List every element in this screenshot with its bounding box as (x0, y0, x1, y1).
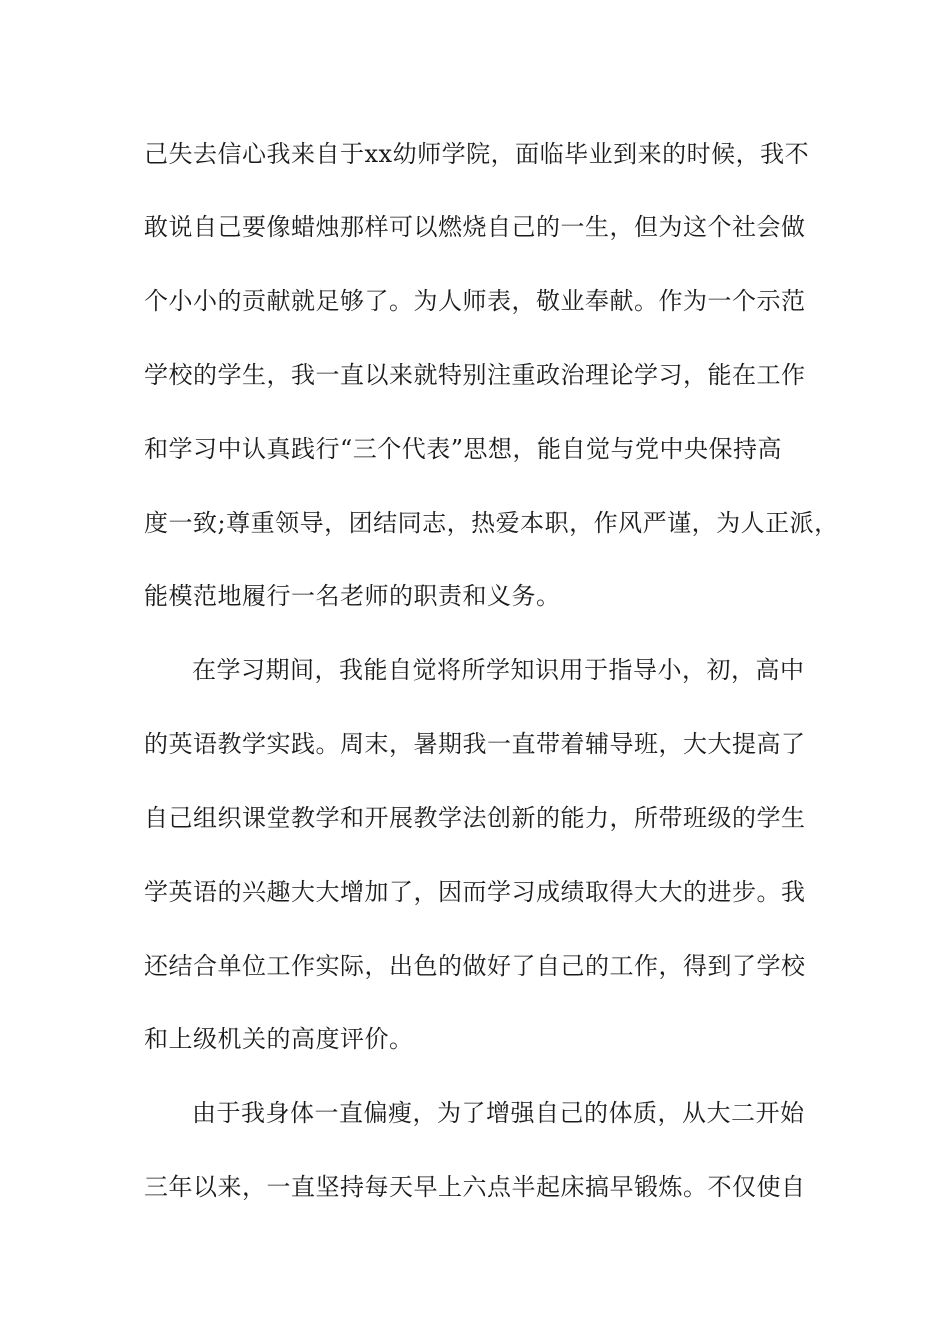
text-line: 三年以来，一直坚持每天早上六点半起床搞早锻炼。不仅使自 (144, 1173, 806, 1201)
text-line: 学校的学生，我一直以来就特别注重政治理论学习，能在工作 (144, 361, 806, 389)
text-line: 个小小的贡献就足够了。为人师表，敬业奉献。作为一个示范 (144, 287, 806, 315)
paragraph-first-line: 在学习期间，我能自觉将所学知识用于指导小，初，高中 (192, 656, 805, 684)
text-line: 还结合单位工作实际，出色的做好了自己的工作，得到了学校 (144, 952, 806, 980)
text-line: 能模范地履行一名老师的职责和义务。 (144, 582, 561, 610)
text-line: 敢说自己要像蜡烛那样可以燃烧自己的一生，但为这个社会做 (144, 213, 806, 241)
text-line: 自己组织课堂教学和开展教学法创新的能力，所带班级的学生 (144, 804, 806, 832)
text-line: 己失去信心我来自于xx幼师学院，面临毕业到来的时候，我不 (144, 140, 810, 168)
text-line: 和上级机关的高度评价。 (144, 1025, 414, 1053)
paragraph-first-line: 由于我身体一直偏瘦，为了增强自己的体质，从大二开始 (192, 1099, 805, 1127)
text-line: 学英语的兴趣大大增加了，因而学习成绩取得大大的进步。我 (144, 878, 806, 906)
text-line: 的英语教学实践。周末，暑期我一直带着辅导班，大大提高了 (144, 730, 806, 758)
text-line: 和学习中认真践行“三个代表”思想，能自觉与党中央保持高 (144, 435, 783, 463)
text-line: 度一致;尊重领导，团结同志，热爱本职，作风严谨，为人正派， (144, 509, 839, 537)
